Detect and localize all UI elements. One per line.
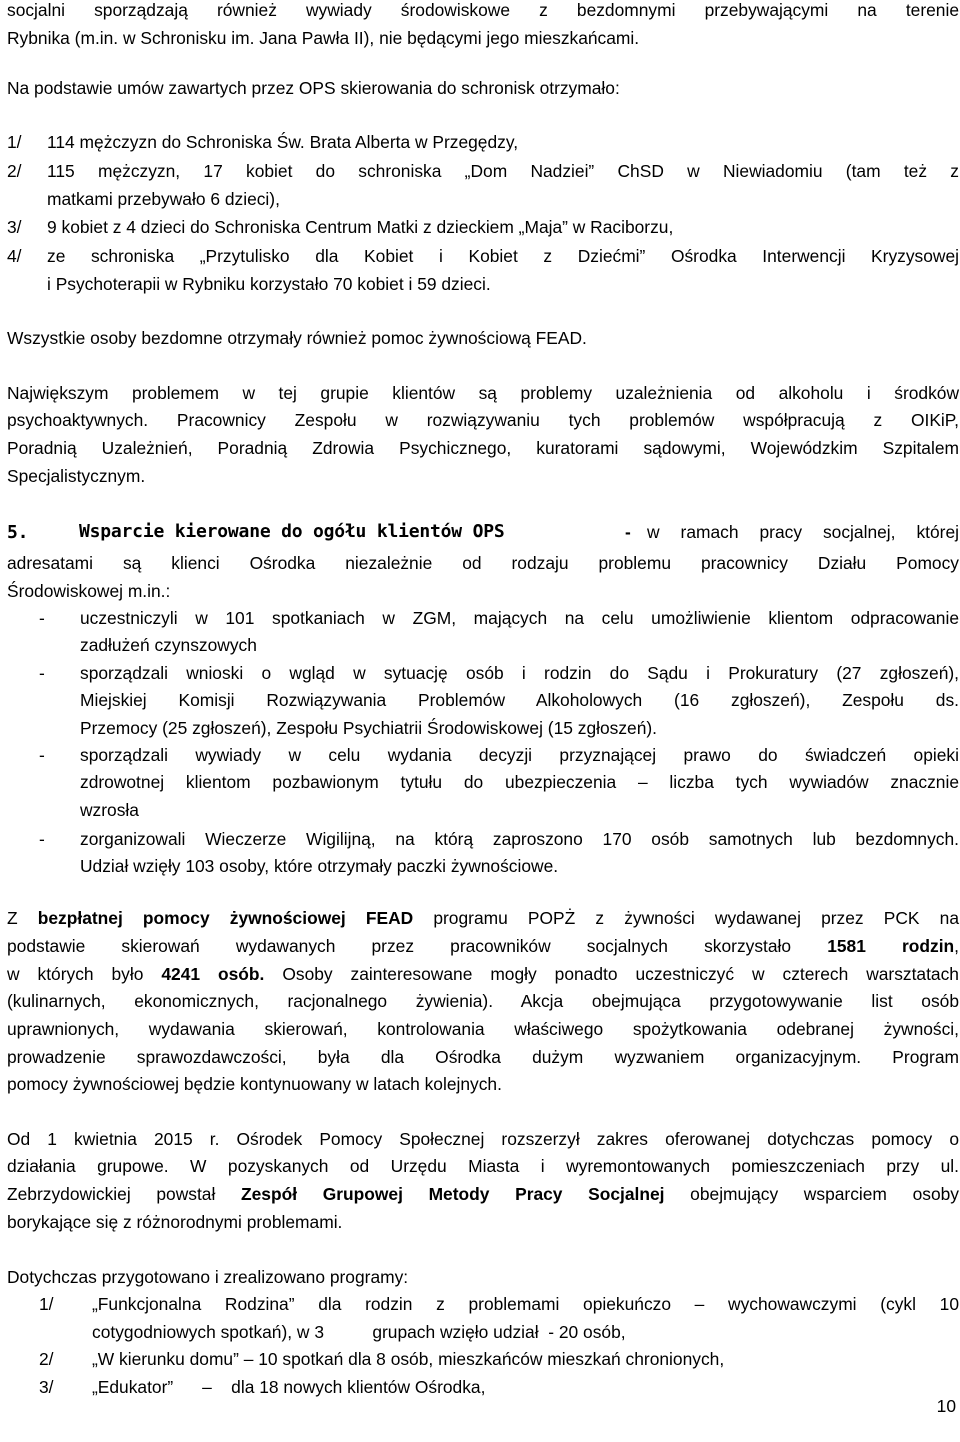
fead-bold: bezpłatnej pomocy żywnościowej FEAD	[37, 908, 414, 928]
section-5-line-2: adresatami są klienci Ośrodka niezależnie od rodzaju problemu pracownicy Działu Pomocy	[7, 553, 959, 573]
program-line: „W kierunku domu” – 10 spotkań dla 8 osób, mieszkańców mieszkań chronionych,	[92, 1349, 725, 1369]
fead-line-7: pomocy żywnościowej będzie kontynuowany w latach kolejnych.	[7, 1074, 502, 1094]
fead-text: ,	[954, 936, 959, 956]
section-5-line-3: Środowiskowej m.in.:	[7, 581, 171, 601]
program-line: „Edukator” – dla 18 nowych klientów Ośrodka,	[92, 1377, 486, 1397]
intro-line-2: Rybnika (m.in. w Schronisku im. Jana Pawła II), nie będącymi jego mieszkańcami.	[7, 28, 640, 48]
section-heading-dash: -	[625, 522, 631, 542]
fead-line-5: uprawnionych, wydawania skierowań, kontrolowania właściwego spożytkowania odebranej żywności,	[7, 1019, 959, 1039]
bullet-line: Miejskiej Komisji Rozwiązywania Problemów Alkoholowych (16 zgłoszeń), Zespołu ds.	[80, 690, 959, 710]
bullet-line: Przemocy (25 zgłoszeń), Zespołu Psychiatrii Środowiskowej (15 zgłoszeń).	[80, 718, 658, 738]
shelter-number: 2/	[7, 161, 22, 181]
fead-text: Z	[7, 908, 38, 928]
section-number: 5.	[7, 522, 29, 543]
shelter-number: 1/	[7, 132, 22, 152]
programs-lead: Dotychczas przygotowano i zrealizowano programy:	[7, 1267, 409, 1287]
shelters-lead: Na podstawie umów zawartych przez OPS skierowania do schronisk otrzymało:	[7, 78, 620, 98]
group-text: obejmujący wsparciem osoby	[664, 1184, 959, 1204]
page-number: 10	[936, 1396, 956, 1416]
program-number: 1/	[39, 1294, 54, 1314]
section-heading: Wsparcie kierowane do ogółu klientów OPS	[79, 521, 505, 542]
shelter-line: 115 mężczyzn, 17 kobiet do schroniska „Dom Nadziei” ChSD w Niewiadomiu (tam też z	[47, 161, 959, 181]
bullet-dash: -	[39, 829, 45, 849]
fead-note: Wszystkie osoby bezdomne otrzymały również pomoc żywnościową FEAD.	[7, 328, 587, 348]
bullet-line: sporządzali wywiady w celu wydania decyzji przyznającej prawo do świadczeń opieki	[80, 745, 959, 765]
problems-line-4: Specjalistycznym.	[7, 466, 146, 486]
group-bold: Zespół Grupowej Metody Pracy Socjalnej	[241, 1184, 665, 1204]
bullet-line: wzrosła	[80, 800, 139, 820]
problems-line-2: psychoaktywnych. Pracownicy Zespołu w rozwiązywaniu tych problemów współpracują z OIKiP,	[7, 410, 959, 430]
program-line: „Funkcjonalna Rodzina” dla rodzin z problemami opiekuńczo – wychowawczymi (cykl 10	[92, 1294, 959, 1314]
problems-line-1: Największym problemem w tej grupie klientów są problemy uzależnienia od alkoholu i środków	[7, 383, 959, 403]
bullet-line: sporządzali wnioski o wgląd w sytuację osób i rodzin do Sądu i Prokuratury (27 zgłoszeń),	[80, 663, 959, 683]
group-line-1: Od 1 kwietnia 2015 r. Ośrodek Pomocy Społecznej rozszerzył zakres oferowanej dotychczas pomocy o	[7, 1129, 959, 1149]
shelter-line: ze schroniska „Przytulisko dla Kobiet i Kobiet z Dziećmi” Ośrodka Interwencji Kryzysowej	[47, 246, 959, 266]
shelter-number: 4/	[7, 246, 22, 266]
bullet-dash: -	[39, 608, 45, 628]
bullet-line: zdrowotnej klientom pozbawionym tytułu do ubezpieczenia – liczba tych wywiadów znacznie	[80, 772, 959, 792]
fead-text: Osoby zainteresowane mogły ponadto uczestniczyć w czterech warsztatach	[264, 964, 959, 984]
problems-line-3: Poradnią Uzależnień, Poradnią Zdrowia Psychicznego, kuratorami sądowymi, Wojewódzkim Szpitalem	[7, 438, 959, 458]
shelter-line: i Psychoterapii w Rybniku korzystało 70 kobiet i 59 dzieci.	[47, 274, 491, 294]
fead-line-1	[7, 904, 959, 932]
shelter-number: 3/	[7, 217, 22, 237]
fead-bold: 1581 rodzin	[827, 936, 955, 956]
bullet-line: zorganizowali Wieczerze Wigilijną, na którą zaproszono 170 osób samotnych lub bezdomnych.	[80, 829, 959, 849]
bullet-dash: -	[39, 745, 45, 765]
shelter-line: matkami przebywało 6 dzieci),	[47, 189, 280, 209]
bullet-line: Udział wzięły 103 osoby, które otrzymały paczki żywnościowe.	[80, 856, 559, 876]
group-line-2: działania grupowe. W pozyskanych od Urzędu Miasta i wyremontowanych pomieszczeniach przy ul.	[7, 1156, 959, 1176]
program-number: 2/	[39, 1349, 54, 1369]
fead-line-3	[7, 960, 959, 988]
shelter-line: 114 mężczyzn do Schroniska Św. Brata Alberta w Przegędzy,	[47, 132, 519, 152]
fead-text: programu POPŻ z żywności wydawanej przez PCK na	[413, 908, 959, 928]
group-line-4: borykające się z różnorodnymi problemami.	[7, 1212, 343, 1232]
section-heading-rest: w ramach pracy socjalnej, której	[647, 522, 959, 542]
program-line: cotygodniowych spotkań), w 3 grupach wzięło udział - 20 osób,	[92, 1322, 626, 1342]
fead-line-4: (kulinarnych, ekonomicznych, racjonalnego żywienia). Akcja obejmująca przygotowywanie list osób	[7, 991, 959, 1011]
fead-line-2	[7, 932, 959, 960]
group-text: Zebrzydowickiej powstał	[7, 1184, 241, 1204]
bullet-line: zadłużeń czynszowych	[80, 635, 257, 655]
section-5-heading-line	[7, 518, 959, 547]
bullet-line: uczestniczyli w 101 spotkaniach w ZGM, mających na celu umożliwienie klientom odpracowanie	[80, 608, 959, 628]
intro-line-1: socjalni sporządzają również wywiady środowiskowe z bezdomnymi przebywającymi na terenie	[7, 0, 959, 20]
group-line-3	[7, 1180, 959, 1208]
fead-text: w których było	[7, 964, 162, 984]
fead-text: podstawie skierowań wydawanych przez pracowników socjalnych skorzystało	[7, 936, 828, 956]
bullet-dash: -	[39, 663, 45, 683]
shelter-line: 9 kobiet z 4 dzieci do Schroniska Centrum Matki z dzieckiem „Maja” w Raciborzu,	[47, 217, 674, 237]
fead-bold: 4241 osób.	[161, 964, 265, 984]
program-number: 3/	[39, 1377, 54, 1397]
fead-line-6: prowadzenie sprawozdawczości, była dla Ośrodka dużym wyzwaniem organizacyjnym. Program	[7, 1047, 959, 1067]
document-page	[7, 0, 959, 1442]
